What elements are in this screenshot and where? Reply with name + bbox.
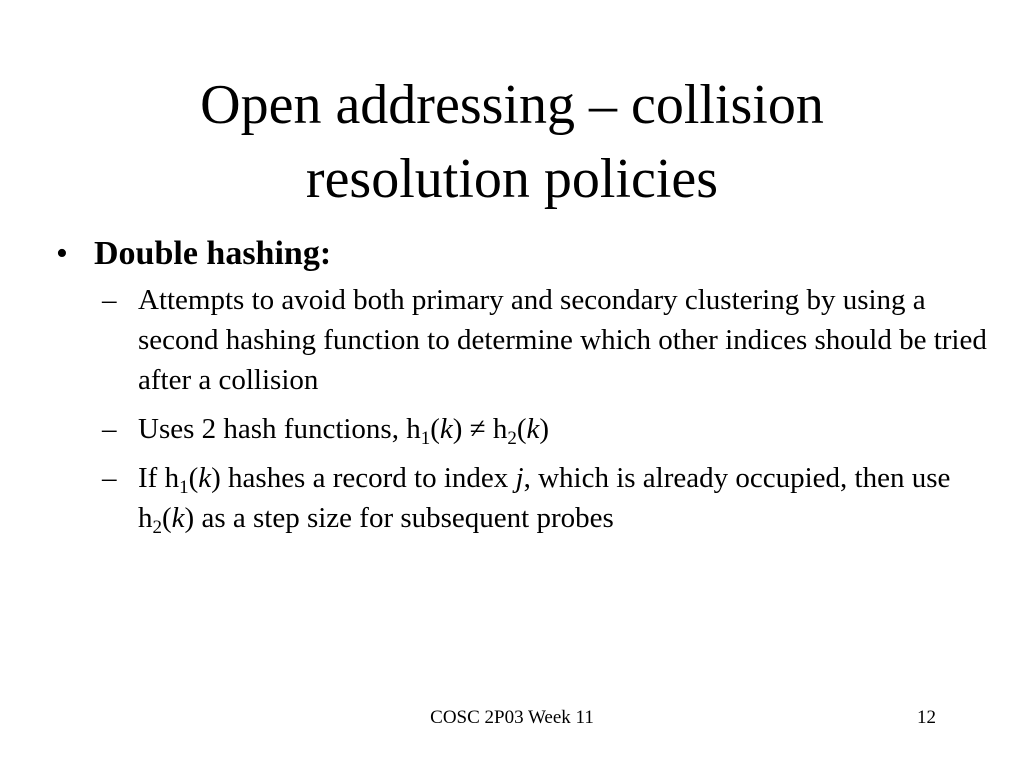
subscript: 2 xyxy=(507,428,517,449)
text-segment: ) hashes a record to index xyxy=(211,462,516,494)
sub-bullet-text: Attempts to avoid both primary and secondary clustering by using a second hashing function to determine which other indices should be tried after a collision xyxy=(138,284,987,396)
bullet-marker: • xyxy=(56,235,68,272)
sub-bullet-marker: – xyxy=(102,462,117,494)
slide-title-line-1: Open addressing – collision xyxy=(200,74,824,136)
text-segment: ( xyxy=(162,502,172,534)
text-segment: Uses 2 hash functions, h xyxy=(138,413,421,445)
italic-variable: k xyxy=(439,413,453,445)
slide-title xyxy=(0,68,1024,216)
text-segment: ( xyxy=(516,413,527,445)
text-segment: ) xyxy=(539,413,550,445)
bullet-double-hashing xyxy=(56,230,996,278)
text-segment: ( xyxy=(188,462,199,494)
text-segment: If h xyxy=(138,462,180,494)
slide-title-line-2: resolution policies xyxy=(305,148,719,210)
text-segment: ( xyxy=(430,413,440,445)
slide-body xyxy=(56,230,996,547)
text-segment: , which is already occupied, then use h xyxy=(138,462,951,534)
sub-bullet-marker: – xyxy=(102,413,117,445)
italic-variable: j xyxy=(515,462,524,494)
sub-bullet-step-size xyxy=(56,458,996,538)
bullet-label: Double hashing: xyxy=(94,235,332,272)
sub-bullet-list xyxy=(56,280,996,538)
subscript: 1 xyxy=(420,428,431,449)
subscript: 2 xyxy=(152,517,162,538)
sub-bullet-clustering xyxy=(56,280,996,400)
footer-course: COSC 2P03 Week 11 xyxy=(430,707,594,728)
text-segment: ) as a step size for subsequent probes xyxy=(184,502,614,534)
sub-bullet-hash-functions xyxy=(56,409,996,449)
italic-variable: k xyxy=(526,413,540,445)
italic-variable: k xyxy=(171,502,185,534)
text-segment: ) ≠ h xyxy=(452,413,508,445)
footer-page-number: 12 xyxy=(917,707,936,728)
subscript: 1 xyxy=(179,477,189,498)
sub-bullet-marker: – xyxy=(102,284,117,316)
italic-variable: k xyxy=(198,462,212,494)
